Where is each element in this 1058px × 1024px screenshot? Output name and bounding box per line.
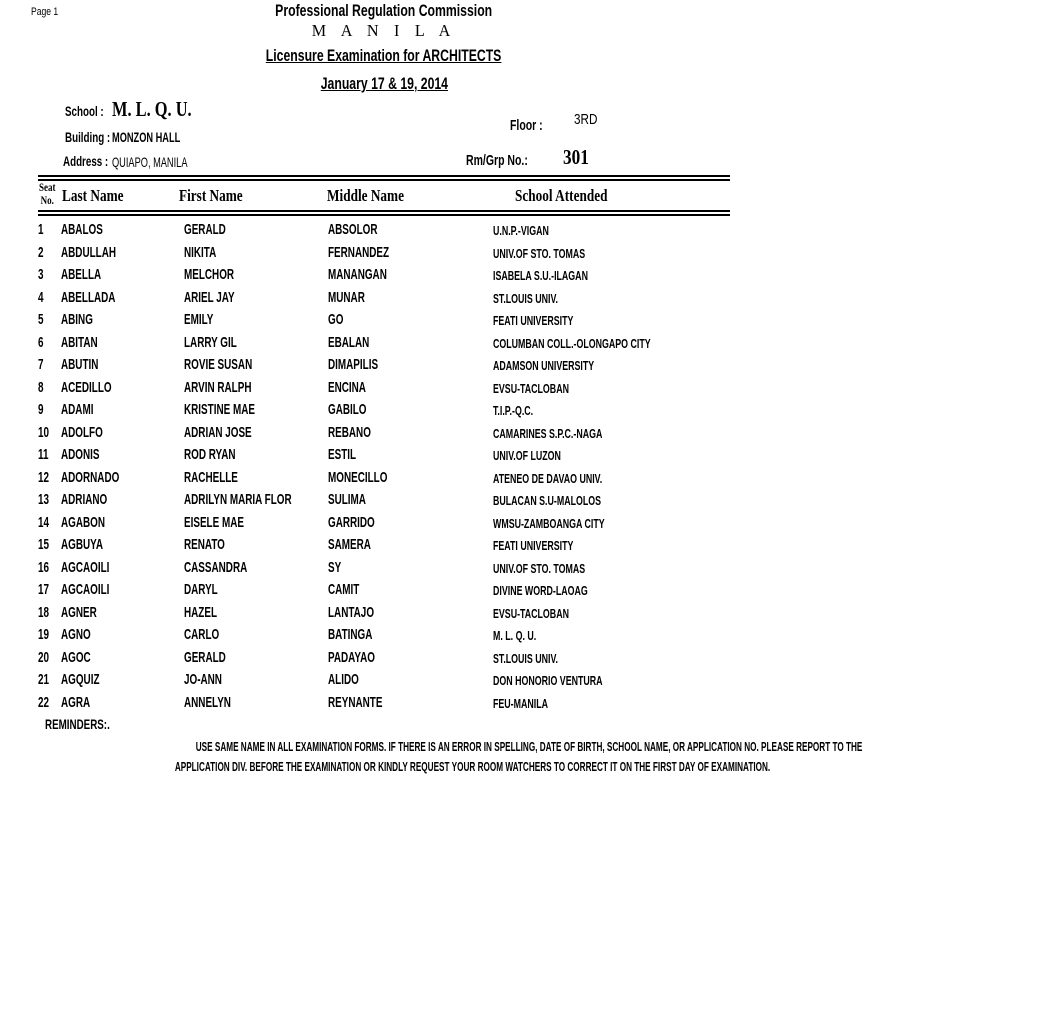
school-attended-cell: EVSU-TACLOBAN bbox=[493, 380, 569, 396]
examinee-table bbox=[0, 220, 768, 715]
seat-number-cell: 12 bbox=[38, 468, 50, 486]
seat-number-cell: 10 bbox=[38, 423, 50, 441]
column-header-last-name: Last Name bbox=[62, 186, 124, 205]
middle-name-cell: FERNANDEZ bbox=[328, 243, 390, 261]
seat-number-cell: 22 bbox=[38, 693, 50, 711]
top-rule-2 bbox=[38, 179, 730, 181]
middle-name-cell: MUNAR bbox=[328, 288, 365, 306]
last-name-cell: AGNO bbox=[61, 626, 91, 643]
floor-value: 3RD bbox=[574, 111, 598, 128]
middle-name-cell: GARRIDO bbox=[328, 513, 375, 531]
first-name-cell: GERALD bbox=[184, 648, 226, 666]
seat-number-cell: 14 bbox=[38, 513, 50, 531]
first-name-cell: JO-ANN bbox=[184, 671, 222, 688]
school-attended-cell: ATENEO DE DAVAO UNIV. bbox=[493, 470, 603, 486]
seat-number-cell: 15 bbox=[38, 536, 50, 553]
address-label: Address : bbox=[63, 153, 109, 169]
column-header-school: School Attended bbox=[515, 186, 608, 205]
first-name-cell: DARYL bbox=[184, 581, 218, 598]
last-name-cell: ABELLADA bbox=[61, 288, 116, 306]
school-attended-cell: ADAMSON UNIVERSITY bbox=[493, 358, 595, 373]
school-attended-cell: CAMARINES S.P.C.-NAGA bbox=[493, 425, 603, 441]
first-name-cell: ADRILYN MARIA FLOR bbox=[184, 491, 292, 508]
middle-name-cell: MANANGAN bbox=[328, 266, 387, 283]
table-row bbox=[0, 333, 768, 356]
table-row bbox=[0, 400, 768, 423]
middle-name-cell: GO bbox=[328, 311, 344, 328]
seat-header-line1: Seat bbox=[39, 180, 56, 194]
last-name-cell: ABITAN bbox=[61, 333, 98, 351]
middle-name-cell: GABILO bbox=[328, 401, 367, 418]
exam-title bbox=[0, 46, 768, 66]
column-header-middle-name: Middle Name bbox=[327, 186, 404, 205]
last-name-cell: ABDULLAH bbox=[61, 243, 116, 261]
seat-number-cell: 2 bbox=[38, 243, 44, 261]
last-name-cell: AGRA bbox=[61, 693, 91, 711]
address-value: QUIAPO, MANILA bbox=[112, 154, 188, 170]
last-name-cell: ADOLFO bbox=[61, 423, 103, 441]
first-name-cell: GERALD bbox=[184, 221, 226, 238]
exam-date-text: January 17 & 19, 2014 bbox=[320, 74, 448, 93]
middle-name-cell: CAMIT bbox=[328, 581, 360, 598]
first-name-cell: ARIEL JAY bbox=[184, 288, 235, 306]
table-row bbox=[0, 693, 768, 716]
last-name-cell: AGABON bbox=[61, 513, 106, 531]
last-name-cell: AGCAOILI bbox=[61, 558, 110, 576]
school-attended-cell: FEU-MANILA bbox=[493, 695, 549, 711]
seat-number-cell: 3 bbox=[38, 266, 44, 283]
middle-name-cell: BATINGA bbox=[328, 626, 373, 643]
floor-label: Floor : bbox=[510, 117, 543, 134]
school-attended-cell: EVSU-TACLOBAN bbox=[493, 605, 569, 621]
middle-name-cell: MONECILLO bbox=[328, 468, 388, 486]
building-value: MONZON HALL bbox=[112, 129, 181, 145]
first-name-cell: ARVIN RALPH bbox=[184, 378, 252, 396]
table-row bbox=[0, 423, 768, 446]
top-rule-1 bbox=[38, 175, 730, 177]
exam-title-text: Licensure Examination for ARCHITECTS bbox=[266, 46, 502, 65]
seat-number-cell: 19 bbox=[38, 626, 50, 643]
middle-name-cell: LANTAJO bbox=[328, 603, 375, 621]
exam-date bbox=[0, 74, 768, 94]
school-attended-cell: ST.LOUIS UNIV. bbox=[493, 650, 559, 666]
commission-title bbox=[0, 1, 768, 21]
seat-number-cell: 6 bbox=[38, 333, 44, 351]
reminders-title: REMINDERS:. bbox=[45, 716, 110, 732]
table-row bbox=[0, 490, 768, 513]
middle-name-cell: SULIMA bbox=[328, 491, 366, 508]
table-row bbox=[0, 378, 768, 401]
school-attended-cell: ST.LOUIS UNIV. bbox=[493, 290, 559, 306]
column-header-seat bbox=[39, 181, 56, 207]
school-attended-cell: ISABELA S.U.-ILAGAN bbox=[493, 268, 588, 283]
seat-number-cell: 21 bbox=[38, 671, 50, 688]
seat-number-cell: 8 bbox=[38, 378, 44, 396]
commission-title-text: Professional Regulation Commission bbox=[275, 1, 493, 20]
first-name-cell: CASSANDRA bbox=[184, 558, 248, 576]
middle-name-cell: SAMERA bbox=[328, 536, 371, 553]
page-number: Page 1 bbox=[31, 6, 59, 18]
last-name-cell: ABALOS bbox=[61, 221, 103, 238]
middle-name-cell: EBALAN bbox=[328, 333, 370, 351]
last-name-cell: AGNER bbox=[61, 603, 97, 621]
last-name-cell: ADAMI bbox=[61, 401, 94, 418]
table-row bbox=[0, 310, 768, 333]
first-name-cell: EISELE MAE bbox=[184, 513, 244, 531]
first-name-cell: RACHELLE bbox=[184, 468, 238, 486]
table-row bbox=[0, 220, 768, 243]
first-name-cell: RENATO bbox=[184, 536, 225, 553]
table-row bbox=[0, 625, 768, 648]
school-attended-cell: T.I.P.-Q.C. bbox=[493, 403, 534, 418]
middle-name-cell: REBANO bbox=[328, 423, 371, 441]
table-row bbox=[0, 265, 768, 288]
middle-name-cell: REYNANTE bbox=[328, 693, 383, 711]
middle-name-cell: ALIDO bbox=[328, 671, 359, 688]
school-attended-cell: WMSU-ZAMBOANGA CITY bbox=[493, 515, 605, 531]
school-attended-cell: DIVINE WORD-LAOAG bbox=[493, 583, 588, 598]
school-attended-cell: FEATI UNIVERSITY bbox=[493, 313, 574, 328]
room-label: Rm/Grp No.: bbox=[466, 152, 528, 169]
seat-number-cell: 7 bbox=[38, 356, 44, 373]
middle-name-cell: SY bbox=[328, 558, 342, 576]
table-row bbox=[0, 355, 768, 378]
seat-number-cell: 4 bbox=[38, 288, 44, 306]
middle-name-cell: ABSOLOR bbox=[328, 221, 378, 238]
building-label: Building : bbox=[65, 129, 111, 145]
first-name-cell: LARRY GIL bbox=[184, 333, 237, 351]
first-name-cell: ROVIE SUSAN bbox=[184, 356, 253, 373]
seat-number-cell: 11 bbox=[38, 446, 49, 463]
last-name-cell: ABUTIN bbox=[61, 356, 99, 373]
school-value: M. L. Q. U. bbox=[112, 97, 192, 121]
school-attended-cell: U.N.P.-VIGAN bbox=[493, 223, 549, 238]
first-name-cell: CARLO bbox=[184, 626, 220, 643]
seat-number-cell: 1 bbox=[38, 221, 44, 238]
last-name-cell: AGCAOILI bbox=[61, 581, 110, 598]
school-attended-cell: COLUMBAN COLL.-OLONGAPO CITY bbox=[493, 335, 651, 351]
table-row bbox=[0, 535, 768, 558]
table-row bbox=[0, 468, 768, 491]
last-name-cell: ADORNADO bbox=[61, 468, 120, 486]
middle-name-cell: DIMAPILIS bbox=[328, 356, 379, 373]
reminder-line-2-text: APPLICATION DIV. BEFORE THE EXAMINATION OR KINDLY REQUEST YOUR ROOM WATCHERS TO CORRECT IT ON THE FIRST DAY OF EXAMINATION. bbox=[174, 759, 771, 774]
last-name-cell: AGBUYA bbox=[61, 536, 104, 553]
first-name-cell: NIKITA bbox=[184, 243, 217, 261]
seat-number-cell: 16 bbox=[38, 558, 50, 576]
seat-number-cell: 18 bbox=[38, 603, 50, 621]
seat-header-line2: No. bbox=[40, 193, 54, 207]
city-title-text: M A N I L A bbox=[311, 21, 457, 40]
table-row bbox=[0, 243, 768, 266]
header-rule-1 bbox=[38, 210, 730, 212]
school-label: School : bbox=[65, 103, 104, 119]
seat-number-cell: 5 bbox=[38, 311, 44, 328]
school-attended-cell: DON HONORIO VENTURA bbox=[493, 673, 603, 688]
first-name-cell: EMILY bbox=[184, 311, 214, 328]
school-attended-cell: UNIV.OF STO. TOMAS bbox=[493, 245, 586, 261]
reminder-line-1 bbox=[0, 739, 863, 754]
seat-number-cell: 17 bbox=[38, 581, 50, 598]
first-name-cell: ADRIAN JOSE bbox=[184, 423, 252, 441]
city-title bbox=[0, 21, 768, 41]
table-row bbox=[0, 603, 768, 626]
school-attended-cell: BULACAN S.U-MALOLOS bbox=[493, 493, 602, 508]
reminder-line-1-text: USE SAME NAME IN ALL EXAMINATION FORMS. IF THERE IS AN ERROR IN SPELLING, DATE OF BIRTH, SCHOOL NAME, OR APPLICATION NO. PLEASE REPORT TO THE bbox=[195, 739, 863, 754]
school-attended-cell: UNIV.OF LUZON bbox=[493, 448, 561, 463]
last-name-cell: ABELLA bbox=[61, 266, 102, 283]
header-rule-2 bbox=[38, 214, 730, 216]
last-name-cell: ADONIS bbox=[61, 446, 100, 463]
column-header-first-name: First Name bbox=[179, 186, 243, 205]
first-name-cell: MELCHOR bbox=[184, 266, 235, 283]
first-name-cell: ROD RYAN bbox=[184, 446, 236, 463]
table-row bbox=[0, 445, 768, 468]
last-name-cell: ACEDILLO bbox=[61, 378, 112, 396]
school-attended-cell: M. L. Q. U. bbox=[493, 628, 537, 643]
table-row bbox=[0, 288, 768, 311]
seat-number-cell: 20 bbox=[38, 648, 50, 666]
first-name-cell: ANNELYN bbox=[184, 693, 231, 711]
table-row bbox=[0, 648, 768, 671]
middle-name-cell: ESTIL bbox=[328, 446, 357, 463]
first-name-cell: HAZEL bbox=[184, 603, 217, 621]
table-row bbox=[0, 580, 768, 603]
first-name-cell: KRISTINE MAE bbox=[184, 401, 255, 418]
middle-name-cell: PADAYAO bbox=[328, 648, 375, 666]
room-value: 301 bbox=[563, 145, 589, 169]
school-attended-cell: UNIV.OF STO. TOMAS bbox=[493, 560, 586, 576]
table-row bbox=[0, 513, 768, 536]
school-attended-cell: FEATI UNIVERSITY bbox=[493, 538, 574, 553]
middle-name-cell: ENCINA bbox=[328, 378, 366, 396]
seat-number-cell: 13 bbox=[38, 491, 50, 508]
table-row bbox=[0, 558, 768, 581]
seat-number-cell: 9 bbox=[38, 401, 44, 418]
last-name-cell: AGQUIZ bbox=[61, 671, 100, 688]
table-row bbox=[0, 670, 768, 693]
last-name-cell: ABING bbox=[61, 311, 93, 328]
last-name-cell: AGOC bbox=[61, 648, 91, 666]
reminder-line-2 bbox=[0, 759, 771, 774]
last-name-cell: ADRIANO bbox=[61, 491, 108, 508]
